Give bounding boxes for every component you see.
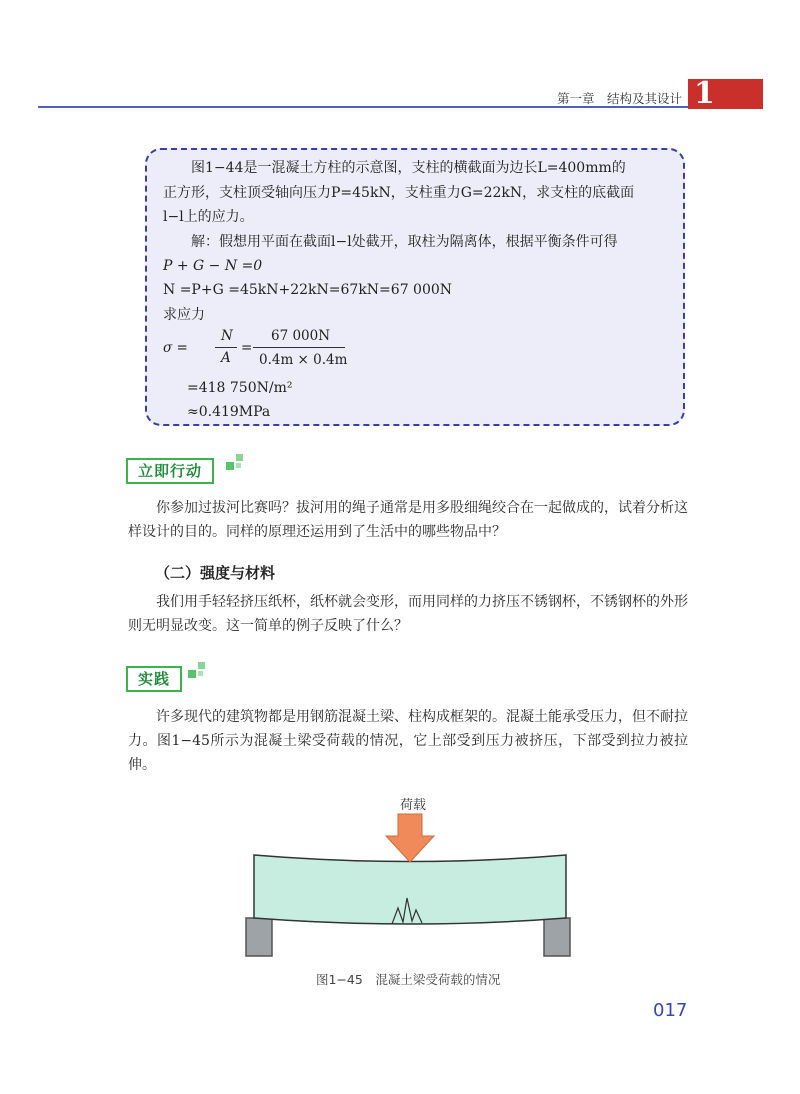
fraction2-bar — [253, 347, 345, 348]
fraction2-denominator: 0.4m × 0.4m — [259, 352, 348, 368]
example-line: l−l上的应力。 — [163, 209, 254, 225]
worked-example-box — [145, 148, 685, 426]
badge-square-icon — [198, 671, 203, 676]
result-stress-mpa: ≈0.419MPa — [187, 404, 271, 420]
left-support — [246, 918, 272, 956]
beam-diagram — [240, 790, 580, 960]
badge-square-icon — [226, 462, 234, 470]
fraction1-denominator: A — [221, 350, 231, 366]
paragraph-cups: 我们用手轻轻挤压纸杯，纸杯就会变形，而用同样的力挤压不锈钢杯，不锈钢杯的外形则无明显改变。这一简单的例子反映了什么？ — [128, 594, 688, 634]
right-support — [544, 918, 570, 956]
badge-square-icon — [236, 463, 241, 468]
act-now-label: 立即行动 — [126, 458, 214, 484]
practice-label: 实践 — [126, 666, 182, 692]
running-header: 第一章 结构及其设计 — [556, 91, 682, 106]
fraction1-bar — [215, 347, 237, 348]
header-rule — [38, 106, 688, 108]
figure-caption: 图1−45 混凝土梁受荷载的情况 — [316, 972, 501, 987]
result-stress-pa: =418 750N/m² — [187, 380, 293, 396]
practice-badge — [126, 660, 256, 690]
load-arrow-icon — [386, 814, 434, 862]
act-now-badge — [126, 452, 256, 482]
example-line: 图1−44是一混凝土方柱的示意图，支柱的横截面为边长L=400mm的 — [191, 160, 626, 176]
example-line: 正方形，支柱顶受轴向压力P=45kN，支柱重力G=22kN，求支柱的底截面 — [163, 185, 635, 201]
fraction1-numerator: N — [221, 328, 233, 344]
section-heading: （二）强度与材料 — [155, 564, 276, 582]
fraction2-numerator: 67 000N — [271, 328, 331, 344]
chapter-tab — [688, 76, 763, 111]
equation-equilibrium: P + G − N =0 — [163, 258, 263, 274]
badge-square-icon — [198, 662, 205, 669]
paragraph-concrete: 许多现代的建筑物都是用钢筋混凝土梁、柱构成框架的。混凝土能承受压力，但不耐拉力。图1−45所示为混凝土梁受荷载的情况，它上部受到压力被挤压，下部受到拉力被拉伸。 — [128, 709, 688, 773]
badge-square-icon — [236, 454, 243, 461]
page-number: 017 — [653, 1000, 688, 1021]
load-label: 荷载 — [400, 798, 427, 813]
formula-sigma: σ = — [163, 340, 188, 356]
badge-square-icon — [188, 670, 196, 678]
equation-n: N =P+G =45kN+22kN=67kN=67 000N — [163, 282, 453, 298]
paragraph-tug-of-war: 你参加过拔河比赛吗？拔河用的绳子通常是用多股细绳绞合在一起做成的，试着分析这样设计的目的。同样的原理还运用到了生活中的哪些物品中？ — [128, 500, 688, 540]
chapter-number: 1 — [694, 76, 715, 111]
beam-load-figure — [240, 790, 580, 960]
example-line: 解：假想用平面在截面l−l处截开，取柱为隔离体，根据平衡条件可得 — [191, 234, 618, 250]
example-line: 求应力 — [163, 307, 205, 323]
formula-equals: = — [241, 340, 253, 356]
